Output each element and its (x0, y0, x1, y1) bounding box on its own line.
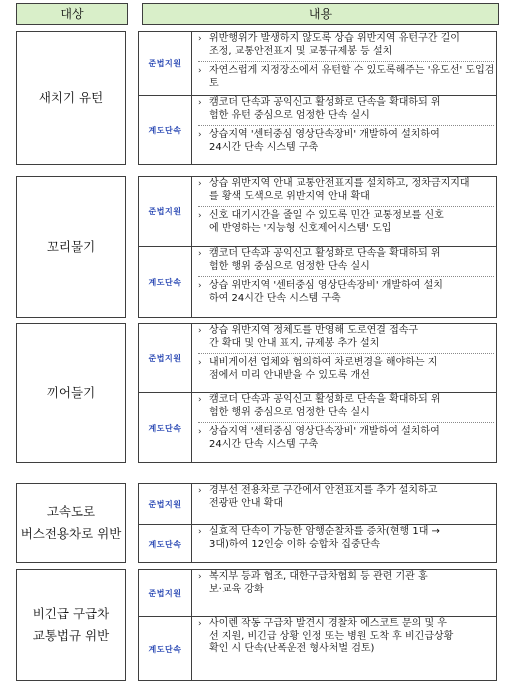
category-header: 대상 (16, 3, 128, 25)
category-cell (16, 176, 126, 318)
item-list (192, 324, 496, 392)
category-cell (16, 31, 126, 165)
bullet-icon: › (198, 249, 202, 259)
list-item (198, 206, 494, 235)
item-text: 하여 24시간 단속 시스템 구축 (209, 292, 341, 304)
list-item (198, 526, 494, 551)
support-tag: 준법지원 (139, 324, 192, 392)
list-item (198, 618, 494, 656)
category-label (39, 87, 103, 109)
item-list (192, 393, 496, 463)
list-item (198, 125, 494, 154)
item-text: 캠코더 단속과 공익신고 활성화로 단속을 확대하되 위 (209, 394, 441, 405)
item-text: 상습지역 '센터중심 영상단속장비' 개발하여 설치하여 (209, 129, 440, 140)
support-row (139, 32, 496, 95)
category-line: 새치기 유턴 (38, 90, 104, 105)
list-item (198, 394, 494, 419)
bullet-icon: › (198, 358, 202, 368)
item-text: 상습 위반지역 안내 교통안전표지를 설치하고, 정차금지지대 (209, 178, 470, 189)
bullet-icon: › (198, 179, 202, 189)
enforcement-tag: 계도단속 (139, 617, 192, 681)
item-list (192, 525, 496, 563)
enforcement-row (139, 392, 496, 463)
item-text: 24시간 단속 시스템 구축 (209, 141, 319, 153)
bullet-icon: › (198, 66, 202, 76)
bullet-icon: › (198, 427, 202, 437)
item-text: 자연스럽게 지정장소에서 유턴할 수 있도록해주는 '유도선' 도입검 (209, 65, 495, 76)
list-item (198, 248, 494, 273)
category-line: 버스전용차로 위반 (20, 526, 122, 541)
item-text: 실효적 단속이 가능한 암행순찰차를 증차(현행 1대 → (209, 526, 440, 537)
bullet-icon: › (198, 395, 202, 405)
category-label (47, 236, 95, 258)
list-item (198, 276, 494, 305)
list-item (198, 61, 494, 90)
list-item (198, 97, 494, 122)
category-cell (16, 323, 126, 463)
item-text: 선 지원, 비긴급 상황 인정 또는 병원 도착 후 비긴급상황 (209, 630, 454, 642)
bullet-icon: › (198, 486, 202, 496)
item-text: 사이렌 작동 구급차 발견시 경찰차 에스코트 문의 및 우 (209, 618, 447, 629)
item-text: 전광판 안내 확대 (209, 497, 283, 509)
bullet-icon: › (198, 211, 202, 221)
content-header: 내용 (142, 3, 499, 25)
item-text: 내비게이션 업체와 협의하여 차로변경을 해야하는 지 (209, 357, 438, 368)
category-label (21, 501, 122, 545)
item-text: 복지부 등과 협조, 대한구급차협회 등 관련 기관 홍 (209, 571, 428, 582)
item-text: 를 황색 도색으로 위반지역 안내 확대 (209, 190, 370, 202)
item-list (192, 177, 496, 246)
item-text: 험한 행위 중심으로 엄정한 단속 실시 (209, 260, 370, 272)
category-line: 교통법규 위반 (32, 628, 110, 643)
content-cell (138, 483, 497, 563)
bullet-icon: › (198, 572, 202, 582)
list-item (198, 485, 494, 510)
category-line: 비긴급 구급차 (32, 606, 110, 621)
item-text: 확인 시 단속(난폭운전 형사처벌 검토) (209, 643, 375, 654)
item-list (192, 96, 496, 165)
item-list (192, 32, 496, 95)
item-text: 경부선 전용차로 구간에서 안전표지를 추가 설치하고 (209, 485, 438, 496)
item-text: 에 반영하는 '지능형 신호제어시스템' 도입 (209, 222, 392, 234)
item-text: 상습 위반지역 '센터중심 영상단속장비' 개발하여 설치 (209, 280, 443, 291)
enforcement-row (139, 246, 496, 318)
content-cell (138, 569, 497, 681)
item-text: 24시간 단속 시스템 구축 (209, 438, 319, 450)
category-line: 고속도로 (46, 504, 96, 519)
content-cell (138, 323, 497, 463)
item-text: 간 확대 및 안내 표지, 규제봉 추가 설치 (209, 337, 380, 349)
support-tag: 준법지원 (139, 32, 192, 95)
item-text: 점에서 미리 안내받을 수 있도록 개선 (209, 369, 370, 381)
list-item (198, 571, 494, 596)
list-item (198, 33, 494, 58)
support-tag: 준법지원 (139, 570, 192, 616)
item-text: 험한 행위 중심으로 엄정한 단속 실시 (209, 406, 370, 418)
support-tag: 준법지원 (139, 177, 192, 246)
bullet-icon: › (198, 527, 202, 537)
policy-group (16, 483, 497, 563)
category-cell (16, 483, 126, 563)
item-text: 상습 위반지역 정체도를 반영해 도로연결 접속구 (209, 325, 419, 336)
policy-group (16, 323, 497, 463)
list-item (198, 422, 494, 451)
item-text: 위반행위가 발생하지 않도록 상습 위반지역 유턴구간 길이 (209, 33, 460, 44)
enforcement-tag: 계도단속 (139, 393, 192, 463)
list-item (198, 353, 494, 382)
bullet-icon: › (198, 98, 202, 108)
item-list (192, 570, 496, 616)
item-list (192, 484, 496, 524)
item-text: 보·교육 강화 (209, 583, 264, 595)
bullet-icon: › (198, 619, 202, 629)
enforcement-tag: 계도단속 (139, 247, 192, 318)
enforcement-tag: 계도단속 (139, 525, 192, 563)
category-cell (16, 569, 126, 681)
policy-group (16, 31, 497, 165)
bullet-icon: › (198, 281, 202, 291)
item-list (192, 617, 496, 681)
item-text: 3대)하여 12인승 이하 승합차 집중단속 (209, 538, 380, 550)
item-text: 상습지역 '센터중심 영상단속장비' 개발하여 설치하여 (209, 426, 440, 437)
item-text: 캠코더 단속과 공익신고 활성화로 단속을 확대하되 위 (209, 97, 441, 108)
enforcement-row (139, 95, 496, 165)
list-item (198, 325, 494, 350)
item-text: 신호 대기시간을 줄일 수 있도록 민간 교통정보를 신호 (209, 210, 444, 221)
item-text: 조정, 교통안전표지 및 교통규제봉 등 설치 (209, 45, 393, 57)
content-cell (138, 176, 497, 318)
enforcement-row (139, 616, 496, 681)
policy-group (16, 569, 497, 681)
support-row (139, 177, 496, 246)
policy-group (16, 176, 497, 318)
support-row (139, 570, 496, 616)
bullet-icon: › (198, 326, 202, 336)
support-row (139, 484, 496, 524)
item-text: 험한 유턴 중심으로 엄정한 단속 실시 (209, 109, 370, 121)
item-text: 토 (209, 77, 219, 89)
category-label (47, 382, 95, 404)
bullet-icon: › (198, 130, 202, 140)
bullet-icon: › (198, 34, 202, 44)
category-line: 끼어들기 (46, 385, 96, 400)
content-cell (138, 31, 497, 165)
enforcement-tag: 계도단속 (139, 96, 192, 165)
enforcement-row (139, 524, 496, 563)
list-item (198, 178, 494, 203)
category-label (33, 603, 109, 647)
item-list (192, 247, 496, 318)
support-tag: 준법지원 (139, 484, 192, 524)
item-text: 캠코더 단속과 공익신고 활성화로 단속을 확대하되 위 (209, 248, 441, 259)
category-line: 꼬리물기 (46, 239, 96, 254)
support-row (139, 324, 496, 392)
